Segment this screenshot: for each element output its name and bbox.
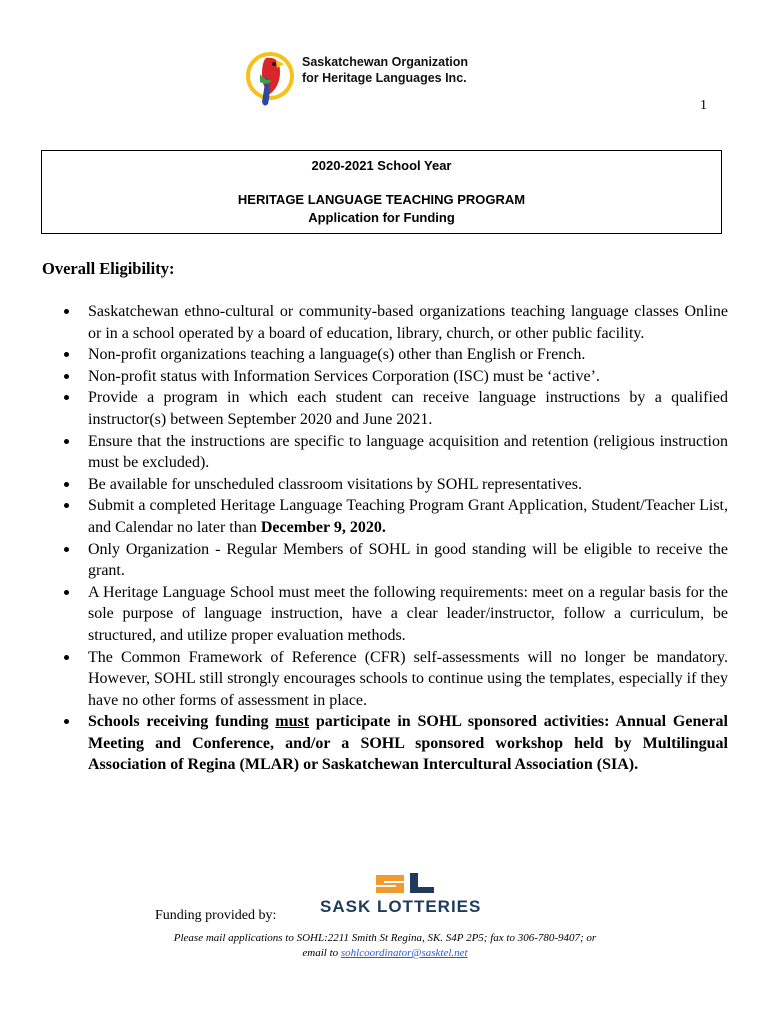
item-text: Non-profit status with Information Services Corporation (ISC) must be ‘active’. xyxy=(88,367,600,385)
sohl-logo xyxy=(246,46,516,112)
email-link[interactable]: sohlcoordinator@sasktel.net xyxy=(340,947,468,959)
email-prefix: email to xyxy=(302,947,341,959)
list-item xyxy=(45,301,728,344)
list-item xyxy=(45,495,728,538)
item-text: Ensure that the instructions are specific to language acquisition and retention (religious instruction must be excluded). xyxy=(88,432,728,472)
funding-label: Funding provided by: xyxy=(155,908,277,923)
item-text: Provide a program in which each student can receive language instructions by a qualified instructor(s) between September 2020 and June 2021. xyxy=(88,389,728,428)
list-item xyxy=(45,582,728,647)
item-text: The Common Framework of Reference (CFR) self-assessments will no longer be mandatory. However, SOHL still strongly encourages schools to continue using the templates, especially if they have no other forms of assessment in place. xyxy=(88,648,728,709)
school-year: 2020-2021 School Year xyxy=(311,158,452,173)
org-name-line1: Saskatchewan Organization xyxy=(302,55,469,69)
item-text: A Heritage Language School must meet the following requirements: meet on a regular basis for the sole purpose of language instruction, have a clear leader/instructor, follow a curriculum, be structured, and utilize proper evaluation methods. xyxy=(88,583,728,644)
mailing-instructions xyxy=(100,931,670,961)
item-text: Submit a completed Heritage Language Teaching Program Grant Application, Student/Teacher List, and Calendar no later than xyxy=(88,497,728,536)
list-item xyxy=(45,474,728,496)
list-item xyxy=(45,344,728,366)
sask-lotteries-logo xyxy=(320,871,490,919)
mail-line: Please mail applications to SOHL:2211 Smith St Regina, SK. S4P 2P5; fax to 306-780-9407; or xyxy=(173,932,597,944)
list-item xyxy=(45,647,728,712)
item-text-pre: Schools receiving funding xyxy=(88,713,276,731)
deadline-date: December 9, 2020. xyxy=(260,518,386,536)
org-name xyxy=(302,54,468,86)
list-item xyxy=(45,387,728,430)
eligibility-heading: Overall Eligibility: xyxy=(42,259,175,278)
item-text-post: participate in SOHL sponsored activities: Annual General Meeting and Conference, and/or a SOHL sponsored workshop held by Multilingual Association of Regina (MLAR) or Saskatchewan Intercultural Association (SIA). xyxy=(88,713,729,774)
sask-lotteries-text: SASK LOTTERIES xyxy=(320,897,482,916)
page-number: 1 xyxy=(700,98,707,113)
list-item xyxy=(45,711,728,776)
item-text-underlined: must xyxy=(275,713,310,731)
program-title: HERITAGE LANGUAGE TEACHING PROGRAM xyxy=(237,192,526,207)
program-subtitle: Application for Funding xyxy=(308,210,455,225)
list-item xyxy=(45,431,728,474)
list-item xyxy=(45,366,728,388)
title-box xyxy=(41,150,722,234)
item-text: Be available for unscheduled classroom visitations by SOHL representatives. xyxy=(88,475,582,493)
item-text: Only Organization - Regular Members of SOHL in good standing will be eligible to receive the grant. xyxy=(88,540,728,580)
item-text: Non-profit organizations teaching a language(s) other than English or French. xyxy=(88,346,586,364)
lotteries-mark-icon xyxy=(320,871,490,897)
org-name-line2: for Heritage Languages Inc. xyxy=(302,71,467,85)
item-text: Saskatchewan ethno-cultural or community-based organizations teaching language classes Online or in a school operated by a board of education, library, church, or other public facility. xyxy=(88,303,728,342)
parrot-icon xyxy=(246,46,302,112)
list-item xyxy=(45,539,728,582)
eligibility-list xyxy=(45,301,728,776)
